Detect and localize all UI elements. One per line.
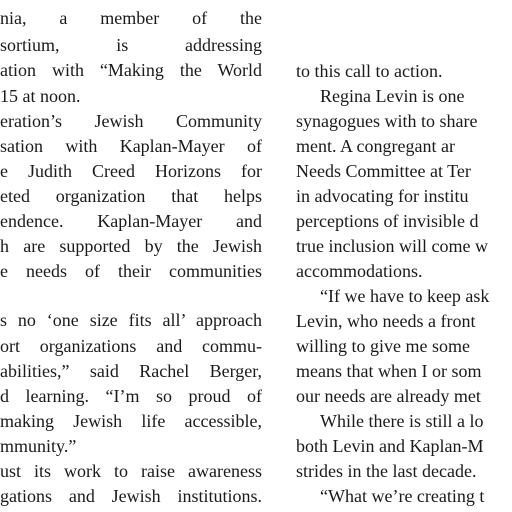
text-line: “What we’re creating t <box>320 486 485 506</box>
text-line: Regina Levin is one <box>320 86 465 106</box>
text-line: strides in the last decade. <box>296 461 477 481</box>
text-line: eration’s Jewish Community <box>0 111 262 131</box>
text-line: eted organization that helps <box>0 186 262 206</box>
text-line: both Levin and Kaplan-M <box>296 436 484 456</box>
text-line: e needs of their communities <box>0 261 262 281</box>
text-line: 15 at noon. <box>0 86 81 106</box>
text-line: d learning. “I’m so proud of <box>0 386 262 406</box>
text-line: h are supported by the Jewish <box>0 236 262 256</box>
text-line: gations and Jewish institutions. <box>0 486 262 506</box>
text-line: ment. A congregant ar <box>296 136 455 156</box>
text-line: s no ‘one size fits all’ approach <box>0 310 262 330</box>
text-line: synagogues with to share <box>296 111 478 131</box>
text-line: “If we have to keep ask <box>320 286 490 306</box>
text-line: nia, a member of the <box>0 8 262 28</box>
text-line: endence. Kaplan-Mayer and <box>0 211 262 231</box>
text-line: making Jewish life accessible, <box>0 411 262 431</box>
text-line: e Judith Creed Horizons for <box>0 161 262 181</box>
text-line: ort organizations and commu- <box>0 336 262 356</box>
text-line: perceptions of invisible d <box>296 211 479 231</box>
text-line: willing to give me some <box>296 336 470 356</box>
text-line: ation with “Making the World <box>0 60 262 80</box>
text-line: means that when I or som <box>296 361 482 381</box>
text-line: Levin, who needs a front <box>296 311 476 331</box>
text-line: abilities,” said Rachel Berger, <box>0 361 262 381</box>
text-line: in advocating for institu <box>296 186 469 206</box>
text-line: Needs Committee at Ter <box>296 161 471 181</box>
text-line: While there is still a lo <box>320 411 484 431</box>
text-line: mmunity.” <box>0 436 77 456</box>
text-line: our needs are already met <box>296 386 481 406</box>
text-line: sation with Kaplan-Mayer of <box>0 136 262 156</box>
right-text-column <box>296 0 512 512</box>
text-line: sortium, is addressing <box>0 35 262 55</box>
text-line: accommodations. <box>296 261 423 281</box>
text-line: to this call to action. <box>296 61 443 81</box>
text-line: ust its work to raise awareness <box>0 461 262 481</box>
text-line: true inclusion will come w <box>296 236 488 256</box>
